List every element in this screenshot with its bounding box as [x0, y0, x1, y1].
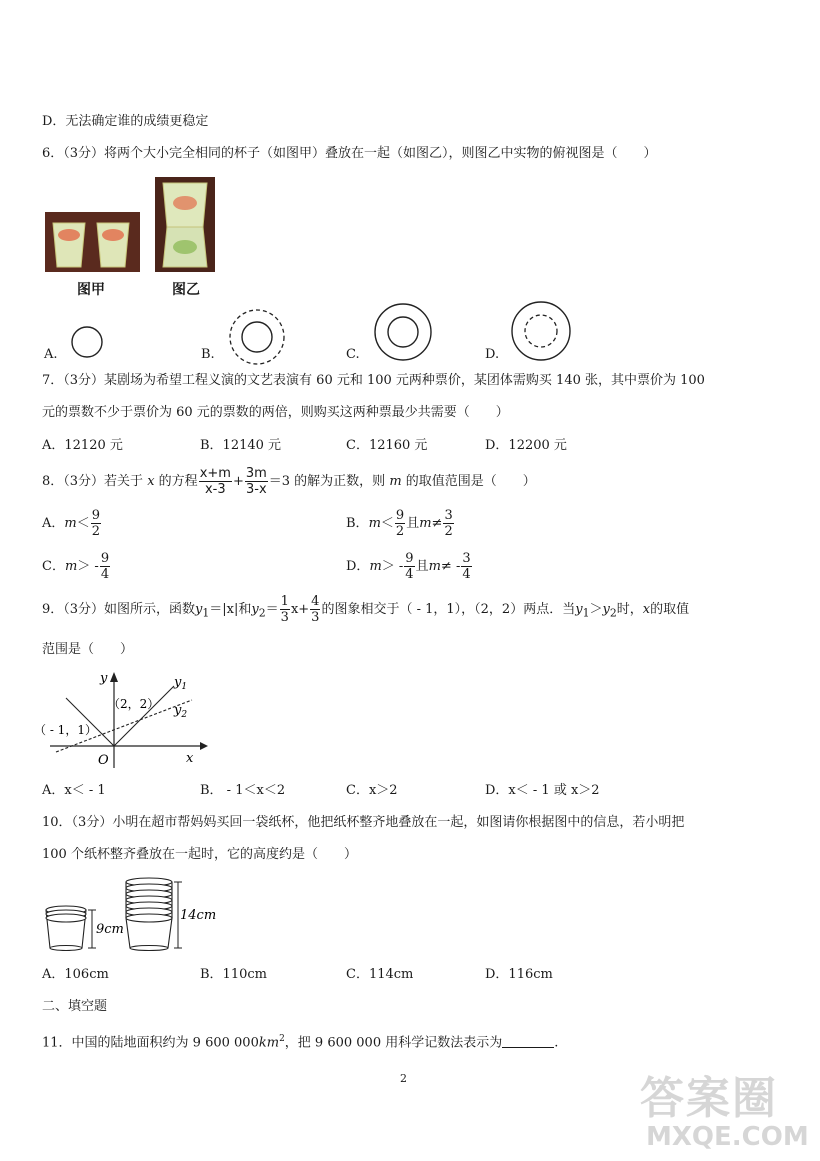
q11-answer-blank[interactable] — [502, 1033, 554, 1048]
page-number: 2 — [400, 1072, 407, 1085]
q9-option-d: D．x＜ - 1 或 x＞2 — [485, 783, 600, 798]
label-point-2-2: （2，2） — [108, 697, 160, 711]
q6-option-b-label: B. — [201, 347, 215, 362]
q8-option-d: D．m＞ - $\frac{9}{4}$ 且m≠ - $\frac{3}{4}$ — [346, 551, 471, 582]
q10-option-c: C．114cm — [346, 967, 414, 982]
q6-cup-photos — [45, 175, 225, 275]
q6-option-d-figure — [510, 300, 572, 362]
q11-stem: 11．中国的陆地面积约为 9 600 $000km^2$，把 9 600 000 用科学记数法表示为 . — [42, 1034, 559, 1051]
label-y: y — [100, 671, 108, 686]
watermark-logo: 答案圈 — [640, 1073, 778, 1124]
q6-option-a-figure — [70, 325, 104, 359]
graph-y1-right — [114, 686, 174, 746]
watermark-url: MXQE.COM — [646, 1122, 809, 1152]
q6-option-c-figure — [373, 302, 433, 362]
q6-option-a-label: A. — [44, 347, 58, 362]
q10-cup-figures — [42, 872, 232, 956]
q7-option-c: C．12160 元 — [346, 438, 428, 453]
q8-option-c: C．m＞ - $\frac{9}{4}$ — [42, 551, 110, 582]
q5-option-d: D．无法确定谁的成绩更稳定 — [42, 114, 209, 129]
q9-option-a: A．x＜ - 1 — [42, 783, 106, 798]
x-axis-arrow — [200, 742, 208, 750]
q10-stem-line2: 100 个纸杯整齐叠放在一起时，它的高度约是（ ） — [42, 847, 357, 862]
label-origin: O — [98, 753, 109, 768]
label-tu-jia: 图甲 — [77, 282, 105, 298]
label-14cm: 14cm — [180, 908, 217, 923]
q6-stem: 6．（3分）将两个大小完全相同的杯子（如图甲）叠放在一起（如图乙），则图乙中实物的俯视图是（ ） — [42, 146, 657, 161]
label-y2: $y_2$ — [174, 703, 188, 720]
small-cup-stack — [46, 906, 86, 951]
q8-fraction-1: $\frac{x+m}{x-3}$ — [199, 466, 231, 497]
q6-option-d-label: D. — [485, 347, 500, 362]
q9-option-b: B． - 1＜x＜2 — [200, 783, 286, 798]
label-y1: $y_1$ — [174, 675, 188, 692]
q8-fraction-2: $\frac{3m}{3-x}$ — [245, 466, 267, 497]
q6-option-c-label: C. — [346, 347, 360, 362]
label-9cm: 9cm — [96, 922, 124, 937]
label-point-neg1-1: （ - 1，1） — [34, 723, 97, 737]
q7-option-b: B．12140 元 — [200, 438, 282, 453]
label-tu-yi: 图乙 — [172, 282, 200, 298]
y-axis-arrow — [110, 672, 118, 682]
q10-option-d: D．116cm — [485, 967, 553, 982]
q7-stem-line2: 元的票数不少于票价为 60 元的票数的两倍，则购买这两种票最少共需要（ ） — [42, 405, 509, 420]
section-heading-fill-blank: 二、填空题 — [42, 999, 108, 1014]
label-x: x — [186, 751, 194, 766]
q10-option-a: A．106cm — [42, 967, 109, 982]
q10-option-b: B．110cm — [200, 967, 267, 982]
q9-option-c: C．x＞2 — [346, 783, 398, 798]
q6-option-b-figure — [228, 308, 286, 366]
q7-option-d: D．12200 元 — [485, 438, 567, 453]
q8-option-a: A．m＜ $\frac{9}{2}$ — [42, 508, 101, 539]
q9-stem: 9．（3分）如图所示，函数$y_1=|x|$和$y_2=$ $\frac{1}{3}$ x+ $\frac{4}{3}$ 的图象相交于（ - 1，1），（2，2）两点．当$y_1>y_2$时，x的取值 — [42, 594, 690, 625]
q7-option-a: A．12120 元 — [42, 438, 123, 453]
q7-stem-line1: 7．（3分）某剧场为希望工程义演的文艺表演有 60 元和 100 元两种票价，某团体需购买 140 张，其中票价为 100 — [42, 373, 705, 388]
q9-stem-line2: 范围是（ ） — [42, 642, 134, 657]
q8-stem: 8．（3分）若关于 x 的方程 $\frac{x+m}{x-3}$ + $\frac{3m}{3-x}$ ＝3 的解为正数，则 m 的取值范围是（ ） — [42, 466, 536, 497]
big-cup-stack — [126, 878, 172, 951]
q10-stem-line1: 10．（3分）小明在超市帮妈妈买回一袋纸杯，他把纸杯整齐地叠放在一起，如图请你根据图中的信息，若小明把 — [42, 815, 685, 830]
q9-function-graph — [34, 668, 212, 774]
q8-option-b: B．m＜ $\frac{9}{2}$ 且m≠ $\frac{3}{2}$ — [346, 508, 453, 539]
